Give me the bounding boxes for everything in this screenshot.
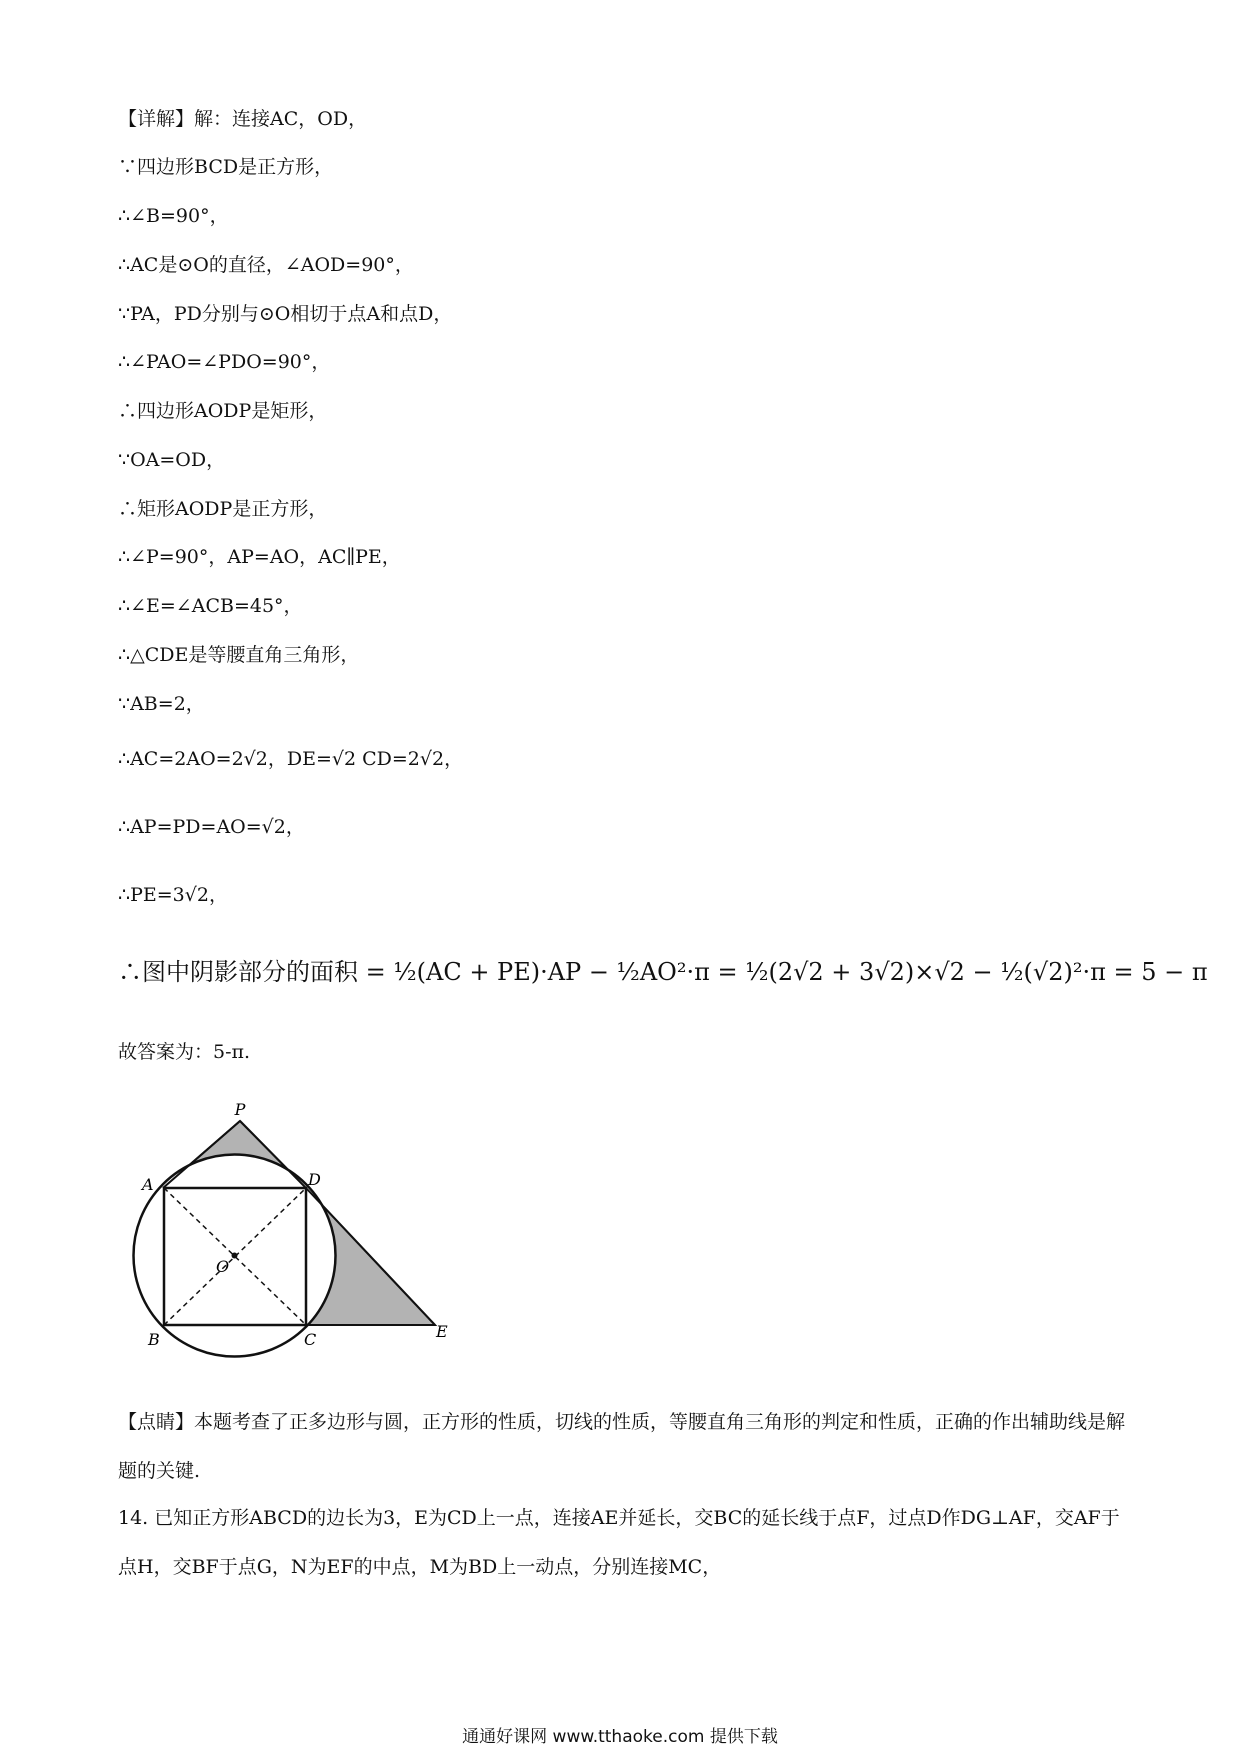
- solution-line-3: ∴∠B=90°，: [118, 205, 229, 227]
- next-problem-paragraph: 14. 已知正方形ABCD的边长为3，E为CD上一点，连接AE并延长，交BC的延长线于点F，过点D作DG⊥AF，交AF于点H，交BF于点G，N为EF的中点，M为BD上一动点，分别连接MC，: [118, 1507, 1120, 1578]
- solution-line-14: ∴AC=2AO=2√2，DE=√2 CD=2√2，: [118, 748, 464, 770]
- label-e: E: [436, 1322, 448, 1341]
- solution-line-8: ∵OA=OD，: [118, 449, 226, 471]
- label-p: P: [234, 1100, 246, 1119]
- solution-line-4: ∴AC是⊙O的直径，∠AOD=90°，: [118, 254, 414, 276]
- solution-line-2: ∵四边形BCD是正方形，: [118, 156, 334, 178]
- solution-line-6: ∴∠PAO=∠PDO=90°，: [118, 351, 331, 373]
- center-point: [232, 1253, 238, 1259]
- solution-line-15: ∴AP=PD=AO=√2，: [118, 816, 305, 838]
- answer-line: 故答案为：5-π.: [118, 1041, 251, 1063]
- solution-line-9: ∴矩形AODP是正方形，: [118, 498, 328, 520]
- solution-line-16: ∴PE=3√2，: [118, 884, 228, 906]
- label-a: A: [142, 1175, 154, 1194]
- label-b: B: [148, 1330, 160, 1349]
- solution-line-12: ∴△CDE是等腰直角三角形，: [118, 644, 360, 666]
- geometry-figure: [118, 1098, 468, 1368]
- page-footer: 通通好课网 www.tthaoke.com 提供下载: [462, 1727, 778, 1747]
- solution-line-10: ∴∠P=90°，AP=AO，AC∥PE，: [118, 546, 401, 568]
- solution-line-5: ∵PA，PD分别与⊙O相切于点A和点D，: [118, 303, 453, 325]
- remark-paragraph: 【点睛】本题考查了正多边形与圆，正方形的性质，切线的性质，等腰直角三角形的判定和性质，正确的作出辅助线是解题的关键.: [118, 1411, 1126, 1482]
- label-d: D: [308, 1170, 321, 1189]
- label-c: C: [304, 1330, 317, 1349]
- solution-line-7: ∴四边形AODP是矩形，: [118, 400, 328, 422]
- area-formula: ∴图中阴影部分的面积 = ½(AC + PE)·AP − ½AO²·π = ½(2√2 + 3√2)×√2 − ½(√2)²·π = 5 − π: [118, 958, 1208, 986]
- solution-line-13: ∵AB=2，: [118, 693, 205, 715]
- solution-line-11: ∴∠E=∠ACB=45°，: [118, 595, 303, 617]
- label-o: O: [216, 1257, 230, 1276]
- solution-line-1: 【详解】解：连接AC，OD，: [118, 108, 368, 130]
